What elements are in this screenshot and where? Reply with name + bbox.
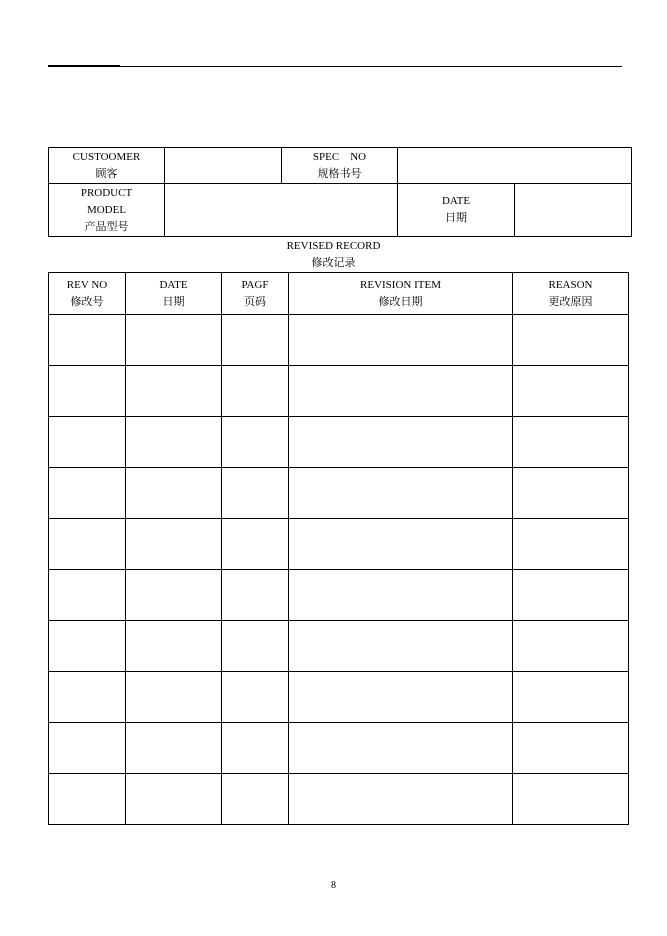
revision-record-table [48,272,629,825]
product-label-en-line2: MODEL [86,203,127,216]
table-cell-page [222,417,289,468]
table-cell-revision-item [289,621,513,672]
customer-label-en: CUSTOOMER [72,150,141,163]
table-row [49,570,629,621]
table-cell-reason [513,468,629,519]
table-cell-date [126,570,222,621]
table-cell-date [126,519,222,570]
table-row [49,672,629,723]
table-cell-page [222,570,289,621]
table-cell-page [222,519,289,570]
table-cell-rev-no [49,723,126,774]
table-cell-revision-item [289,774,513,825]
table-row [49,621,629,672]
date-label-en: DATE [441,195,471,207]
table-cell-rev-no [49,672,126,723]
header-revision-item-en: REVISION ITEM [360,278,441,291]
table-cell-revision-item [289,672,513,723]
table-cell-date [126,774,222,825]
table-cell-rev-no [49,621,126,672]
header-page-cn: 页码 [244,295,266,308]
table-cell-reason [513,621,629,672]
table-cell-reason [513,570,629,621]
spec-label-en: SPEC NO [312,150,367,163]
table-cell-reason [513,519,629,570]
customer-label-cell [49,148,165,184]
table-row [49,468,629,519]
table-cell-revision-item [289,417,513,468]
table-cell-date [126,417,222,468]
table-cell-date [126,366,222,417]
table-cell-rev-no [49,366,126,417]
table-cell-date [126,621,222,672]
table-cell-rev-no [49,570,126,621]
table-cell-rev-no [49,417,126,468]
header-date-cn: 日期 [162,295,185,308]
revision-table-header-row [49,273,629,315]
table-cell-page [222,468,289,519]
header-page-en: PAGF [241,278,269,291]
header-rev-no [49,273,126,315]
table-cell-reason [513,723,629,774]
customer-value-cell [165,148,282,184]
table-cell-page [222,774,289,825]
header-reason [513,273,629,315]
table-cell-rev-no [49,315,126,366]
header-revision-item-cn: 修改日期 [378,295,423,308]
table-cell-revision-item [289,723,513,774]
table-row [49,417,629,468]
spec-label-cell [282,148,398,184]
header-revision-item [289,273,513,315]
date-label-cn: 日期 [445,212,467,224]
table-row [49,315,629,366]
table-cell-date [126,315,222,366]
table-cell-page [222,366,289,417]
table-cell-date [126,672,222,723]
table-cell-page [222,723,289,774]
table-cell-date [126,468,222,519]
table-cell-revision-item [289,570,513,621]
product-label-cell [49,184,165,237]
table-row [49,723,629,774]
table-row [49,366,629,417]
table-cell-revision-item [289,519,513,570]
table-cell-page [222,672,289,723]
table-cell-reason [513,417,629,468]
spec-value-cell [398,148,632,184]
revised-record-caption [48,238,619,272]
revised-record-title-en: REVISED RECORD [286,240,381,252]
header-rev-no-cn: 修改号 [70,295,104,308]
product-label-en-line1: PRODUCT [80,186,133,199]
table-cell-reason [513,315,629,366]
table-row [49,519,629,570]
table-cell-date [126,723,222,774]
table-cell-revision-item [289,315,513,366]
table-cell-page [222,315,289,366]
header-date [126,273,222,315]
header-reason-cn: 更改原因 [548,295,593,308]
table-cell-reason [513,672,629,723]
table-cell-rev-no [49,519,126,570]
page-number: 8 [331,880,336,891]
table-row [49,774,629,825]
header-rule [48,66,622,67]
product-label-cn: 产品型号 [84,220,129,233]
header-date-en: DATE [159,278,188,291]
table-cell-rev-no [49,774,126,825]
header-page [222,273,289,315]
document-info-table [48,147,632,237]
spec-label-cn: 规格书号 [317,167,362,180]
header-reason-en: REASON [548,278,593,291]
date-label-cell [398,184,515,237]
customer-label-cn: 顾客 [95,167,118,180]
table-cell-revision-item [289,468,513,519]
table-cell-reason [513,774,629,825]
date-value-cell [515,184,632,237]
table-cell-reason [513,366,629,417]
header-rev-no-en: REV NO [66,278,108,291]
revised-record-title-cn: 修改记录 [311,257,356,269]
product-value-cell [165,184,398,237]
table-cell-page [222,621,289,672]
table-cell-revision-item [289,366,513,417]
table-cell-rev-no [49,468,126,519]
